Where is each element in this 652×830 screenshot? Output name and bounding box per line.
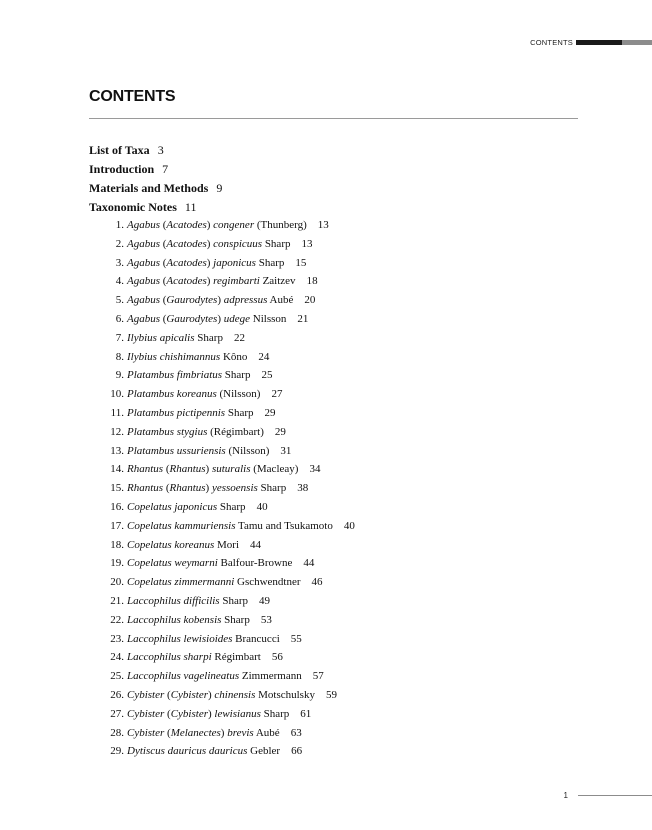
taxon-name-text: Gebler	[247, 745, 281, 758]
taxon-entry[interactable]	[89, 724, 629, 743]
taxon-name-text: Zaitzev	[259, 275, 296, 288]
taxon-number: 28.	[110, 726, 124, 739]
taxon-page: 57	[312, 670, 324, 683]
toc-entry-label: Materials and Methods	[89, 180, 209, 195]
footer-rule	[578, 795, 652, 796]
taxon-name-italic: Acatodes	[166, 256, 207, 269]
taxon-name-italic: Platambus stygius	[127, 425, 208, 438]
taxon-number: 22.	[110, 613, 124, 626]
taxon-page: 59	[325, 688, 337, 701]
taxon-name-text: (Nilsson)	[225, 444, 270, 457]
taxon-name	[127, 329, 223, 348]
taxon-name-text: (	[160, 219, 167, 231]
taxon-entry[interactable]	[89, 460, 629, 479]
title-divider	[89, 118, 578, 119]
taxon-page: 40	[343, 519, 355, 532]
taxon-name-italic: Gaurodytes	[166, 294, 218, 307]
taxon-name-italic: Agabus	[127, 219, 160, 231]
taxon-page: 44	[250, 538, 262, 551]
toc-entry-label: Taxonomic Notes	[89, 199, 177, 214]
taxon-name-italic: Rhantus	[127, 463, 164, 476]
taxon-name	[127, 442, 269, 461]
taxon-number: 1.	[115, 219, 124, 231]
taxon-entry[interactable]	[89, 216, 629, 235]
taxon-name-italic: Cybister	[127, 726, 165, 739]
taxon-name	[127, 573, 301, 592]
taxon-name	[127, 667, 302, 686]
taxon-name-italic: Melanectes	[170, 726, 221, 739]
taxon-name-text: )	[207, 707, 215, 720]
taxon-name-text: (Thunberg)	[254, 219, 307, 231]
taxon-page: 13	[301, 237, 313, 250]
taxon-name-text: )	[217, 312, 224, 325]
taxon-entry[interactable]	[89, 554, 629, 573]
taxon-name-italic: Copelatus kammuriensis	[127, 519, 236, 532]
taxon-number: 9.	[115, 369, 124, 382]
taxon-name-italic: Agabus	[127, 256, 160, 269]
taxon-name-text: (	[163, 463, 170, 476]
taxon-name-italic: Agabus	[127, 294, 160, 307]
taxon-name	[127, 235, 290, 254]
taxon-number: 17.	[110, 519, 124, 532]
taxon-name	[127, 648, 261, 667]
taxon-name-italic: udege	[223, 312, 251, 325]
taxon-name-italic: Agabus	[127, 237, 160, 250]
taxon-name	[127, 536, 239, 555]
taxon-name	[127, 460, 298, 479]
taxon-number: 18.	[110, 538, 124, 551]
taxon-number: 6.	[115, 312, 124, 325]
taxon-page: 66	[291, 745, 303, 758]
toc-main-list	[89, 141, 589, 217]
toc-entry-label: List of Taxa	[89, 143, 150, 157]
taxon-page: 40	[256, 500, 268, 513]
taxon-entry[interactable]	[89, 536, 629, 555]
taxon-page: 44	[303, 557, 315, 570]
taxon-name-text: Sharp	[217, 500, 246, 513]
taxon-page: 49	[259, 594, 271, 607]
taxon-entry[interactable]	[89, 385, 629, 404]
taxon-name-text: Balfour-Browne	[217, 557, 293, 570]
taxon-number: 10.	[110, 388, 124, 401]
taxon-name-italic: Laccophilus vagelineatus	[127, 670, 240, 683]
taxon-entry[interactable]	[89, 442, 629, 461]
toc-entry[interactable]	[89, 160, 589, 179]
taxon-name-text: (	[164, 707, 171, 720]
taxon-name	[127, 724, 280, 743]
taxon-name-italic: japonicus	[213, 256, 256, 269]
taxon-name-italic: adpressus	[223, 294, 268, 307]
taxon-name-italic: Copelatus japonicus	[127, 500, 218, 513]
taxon-page: 29	[274, 425, 286, 438]
taxon-entry[interactable]	[89, 630, 629, 649]
taxon-number: 4.	[115, 275, 124, 288]
taxon-entry[interactable]	[89, 254, 629, 273]
taxon-name	[127, 216, 307, 235]
taxon-page: 15	[295, 256, 307, 269]
taxon-name-italic: Ilybius apicalis	[127, 331, 195, 344]
taxon-number: 26.	[110, 688, 124, 701]
taxon-page: 55	[290, 632, 302, 645]
taxon-page: 13	[317, 219, 329, 231]
toc-entry[interactable]	[89, 179, 589, 198]
taxon-name-text: )	[206, 256, 214, 269]
taxon-name	[127, 254, 284, 273]
taxon-entry[interactable]	[89, 648, 629, 667]
taxon-name-italic: Cybister	[127, 707, 165, 720]
taxon-name-text: )	[220, 726, 228, 739]
taxon-number: 13.	[110, 444, 124, 457]
taxon-name-text: Sharp	[221, 613, 250, 626]
taxon-number: 27.	[110, 707, 124, 720]
header-accent-bar-dark	[576, 40, 622, 45]
taxon-number: 16.	[110, 500, 124, 513]
running-header-title: CONTENTS	[530, 37, 573, 47]
taxon-entry[interactable]	[89, 423, 629, 442]
taxon-name-text: Motschulsky	[255, 688, 315, 701]
taxon-name-italic: Cybister	[170, 707, 208, 720]
taxon-name	[127, 705, 289, 724]
taxon-entry[interactable]	[89, 272, 629, 291]
toc-entry[interactable]	[89, 141, 589, 160]
taxon-number: 15.	[110, 482, 124, 495]
taxon-name-text: (	[163, 482, 170, 495]
taxon-name-italic: Rhantus	[127, 482, 164, 495]
taxon-name-text: (	[160, 256, 167, 269]
taxon-name-italic: congener	[213, 219, 255, 231]
taxon-page: 29	[264, 406, 276, 419]
taxon-entry[interactable]	[89, 573, 629, 592]
taxon-name	[127, 404, 254, 423]
taxon-name	[127, 517, 333, 536]
taxon-name	[127, 385, 260, 404]
page-footer	[564, 791, 652, 800]
taxon-page: 56	[271, 651, 283, 664]
taxon-name-italic: Acatodes	[166, 237, 207, 250]
taxon-page: 24	[258, 350, 270, 363]
toc-entry-page: 3	[157, 143, 164, 157]
taxon-name-italic: Acatodes	[166, 275, 207, 288]
taxon-entry[interactable]	[89, 348, 629, 367]
taxon-name-text: (	[160, 294, 167, 307]
taxon-name-italic: brevis	[227, 726, 254, 739]
taxon-page: 31	[280, 444, 292, 457]
taxon-page: 46	[311, 576, 323, 589]
taxon-name-text: Zimmermann	[239, 670, 302, 683]
taxon-name-italic: Copelatus weymarni	[127, 557, 218, 570]
taxon-name-italic: Agabus	[127, 275, 160, 288]
taxon-name-italic: Rhantus	[169, 463, 206, 476]
taxon-name	[127, 272, 296, 291]
taxon-number: 14.	[110, 463, 124, 476]
taxon-name-text: )	[206, 237, 214, 250]
taxon-page: 20	[304, 294, 316, 307]
taxon-number: 2.	[115, 237, 124, 250]
taxon-name-italic: chinensis	[214, 688, 256, 701]
taxon-name-italic: Laccophilus difficilis	[127, 594, 220, 607]
taxon-name-text: Sharp	[219, 594, 249, 607]
taxon-name	[127, 348, 247, 367]
toc-entry[interactable]	[89, 198, 589, 217]
taxon-name-italic: Copelatus zimmermanni	[127, 576, 235, 589]
taxon-name-text: )	[206, 219, 214, 231]
taxon-name-italic: Laccophilus kobensis	[127, 613, 222, 626]
taxon-page: 25	[261, 369, 273, 382]
taxon-page: 22	[233, 331, 245, 344]
taxon-name-italic: Cybister	[170, 688, 208, 701]
taxon-number: 5.	[115, 294, 124, 307]
taxon-number: 25.	[110, 670, 124, 683]
taxon-name-text: Tamu and Tsukamoto	[235, 519, 333, 532]
taxon-entry[interactable]	[89, 611, 629, 630]
taxon-name-text: Sharp	[260, 707, 290, 720]
taxon-name-italic: Platambus koreanus	[127, 388, 217, 401]
taxon-name-italic: suturalis	[211, 463, 251, 476]
page-number: 1	[563, 791, 568, 800]
taxon-name-italic: Acatodes	[166, 219, 207, 231]
taxon-name	[127, 630, 280, 649]
taxon-page: 63	[290, 726, 302, 739]
taxon-name-text: )	[206, 275, 214, 288]
taxon-name-italic: Ilybius chishimannus	[127, 350, 221, 363]
taxon-name-italic: Platambus fimbriatus	[127, 369, 223, 382]
taxon-name-text: Sharp	[257, 482, 287, 495]
taxon-page: 18	[306, 275, 318, 288]
taxon-name-italic: Gaurodytes	[166, 312, 218, 325]
taxon-number: 3.	[115, 256, 124, 269]
running-header	[530, 36, 652, 48]
taxon-name	[127, 592, 248, 611]
taxon-name-italic: regimbarti	[213, 275, 260, 288]
taxon-name-italic: Laccophilus lewisioides	[127, 632, 233, 645]
toc-entry-label: Introduction	[89, 161, 155, 176]
taxon-name-text: (Régimbart)	[207, 425, 264, 438]
taxon-number: 20.	[110, 576, 124, 589]
taxon-entry[interactable]	[89, 592, 629, 611]
taxon-name	[127, 686, 315, 705]
taxon-name-text: (Macleay)	[250, 463, 299, 476]
taxon-number: 21.	[110, 594, 124, 607]
taxon-name-text: )	[205, 482, 212, 495]
taxon-name-italic: Copelatus koreanus	[127, 538, 215, 551]
taxon-name-text: Sharp	[255, 256, 285, 269]
taxon-page: 21	[297, 312, 309, 325]
taxon-name-text: Nilsson	[250, 312, 287, 325]
taxon-name-italic: Platambus ussuriensis	[127, 444, 226, 457]
taxon-number: 24.	[110, 651, 124, 664]
taxon-name-italic: conspicuus	[213, 237, 263, 250]
taxon-entry[interactable]	[89, 742, 629, 761]
taxon-name-text: Mori	[214, 538, 240, 551]
taxon-name-italic: lewisianus	[214, 707, 261, 720]
taxon-name-text: Sharp	[222, 369, 251, 382]
taxon-number: 8.	[115, 350, 124, 363]
toc-entry-page: 9	[216, 180, 223, 195]
taxon-page: 53	[260, 613, 272, 626]
taxon-name-text: (	[164, 726, 171, 739]
taxon-name	[127, 611, 250, 630]
taxon-name-text: (	[160, 312, 167, 325]
taxon-name-italic: Cybister	[127, 688, 165, 701]
taxon-page: 27	[271, 388, 283, 401]
taxon-number: 29.	[110, 745, 124, 758]
taxon-name	[127, 479, 286, 498]
taxon-name-text: (	[164, 688, 171, 701]
taxon-number: 7.	[115, 331, 124, 344]
taxon-name-italic: yessoensis	[211, 482, 258, 495]
taxon-name-text: Gschwendtner	[234, 576, 301, 589]
taxon-entry[interactable]	[89, 517, 629, 536]
taxon-name-text: Brancucci	[232, 632, 280, 645]
taxon-name	[127, 310, 286, 329]
taxon-name-text: )	[217, 294, 224, 307]
taxon-name	[127, 366, 250, 385]
taxon-page: 38	[297, 482, 309, 495]
taxon-name-italic: Rhantus	[169, 482, 206, 495]
page-title: CONTENTS	[89, 88, 176, 105]
taxon-entry[interactable]	[89, 235, 629, 254]
taxon-name-text: (Nilsson)	[216, 388, 261, 401]
taxon-name-italic: Agabus	[127, 312, 160, 325]
header-accent-bar-grey	[622, 40, 652, 45]
taxon-number: 11.	[110, 406, 124, 419]
taxon-entry[interactable]	[89, 705, 629, 724]
taxon-name-text: (	[160, 237, 167, 250]
toc-entry-page: 11	[184, 199, 197, 214]
taxon-name-text: Kôno	[220, 350, 248, 363]
taxon-entry[interactable]	[89, 404, 629, 423]
taxon-name-italic: Dytiscus dauricus dauricus	[127, 745, 248, 758]
toc-entry-page: 7	[162, 161, 169, 176]
taxon-name	[127, 423, 264, 442]
taxon-name	[127, 742, 280, 761]
taxon-name-text: Sharp	[262, 237, 291, 250]
taxa-list	[89, 216, 629, 761]
taxon-name-text: Sharp	[225, 406, 254, 419]
taxon-name	[127, 291, 293, 310]
taxon-name-italic: Laccophilus sharpi	[127, 651, 212, 664]
taxon-entry[interactable]	[89, 686, 629, 705]
taxon-entry[interactable]	[89, 310, 629, 329]
taxon-entry[interactable]	[89, 498, 629, 517]
taxon-name	[127, 554, 292, 573]
taxon-name-text: Aubé	[267, 294, 294, 307]
taxon-page: 61	[300, 707, 312, 720]
taxon-name-italic: Platambus pictipennis	[127, 406, 226, 419]
taxon-entry[interactable]	[89, 329, 629, 348]
taxon-entry[interactable]	[89, 479, 629, 498]
taxon-name-text: )	[207, 688, 215, 701]
taxon-page: 34	[309, 463, 321, 476]
taxon-entry[interactable]	[89, 291, 629, 310]
taxon-number: 23.	[110, 632, 124, 645]
taxon-entry[interactable]	[89, 667, 629, 686]
taxon-entry[interactable]	[89, 366, 629, 385]
taxon-name-text: Sharp	[194, 331, 223, 344]
taxon-number: 12.	[110, 425, 124, 438]
taxon-name	[127, 498, 246, 517]
taxon-number: 19.	[110, 557, 124, 570]
taxon-name-text: Régimbart	[211, 651, 261, 664]
taxon-name-text: )	[205, 463, 212, 476]
taxon-name-text: (	[160, 275, 167, 288]
taxon-name-text: Aubé	[253, 726, 280, 739]
